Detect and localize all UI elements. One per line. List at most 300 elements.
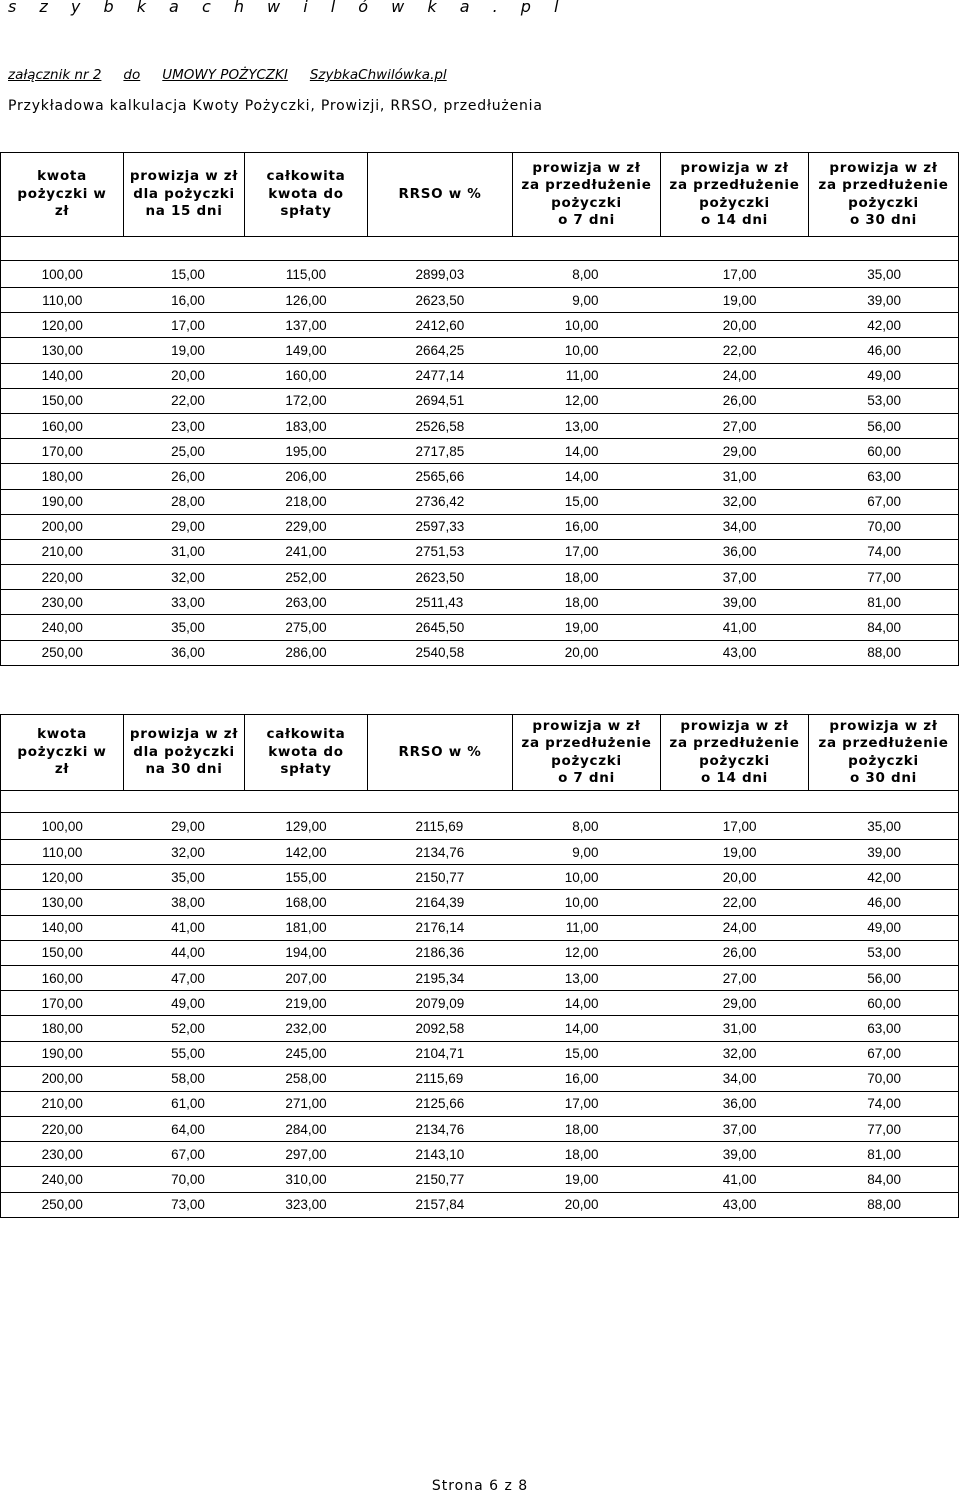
table-cell: 2150,77 — [368, 1167, 513, 1192]
table-cell: 13,00 — [513, 965, 661, 990]
table-cell: 194,00 — [245, 940, 368, 965]
table-cell: 140,00 — [1, 363, 124, 388]
table-cell: 41,00 — [661, 1167, 809, 1192]
table-cell: 36,00 — [124, 640, 245, 665]
table-cell: 2623,50 — [368, 565, 513, 590]
table-cell: 240,00 — [1, 1167, 124, 1192]
column-header-line: o 7 dni — [558, 770, 615, 786]
table-cell: 18,00 — [513, 1117, 661, 1142]
table-cell: 35,00 — [809, 813, 959, 840]
table-cell: 2150,77 — [368, 865, 513, 890]
table-cell: 43,00 — [661, 640, 809, 665]
table-cell: 74,00 — [809, 1091, 959, 1116]
table-cell: 20,00 — [513, 1192, 661, 1217]
column-header-line: o 7 dni — [558, 212, 615, 228]
table-cell: 8,00 — [513, 261, 661, 288]
table-cell: 35,00 — [809, 261, 959, 288]
table-cell: 2664,25 — [368, 338, 513, 363]
table-cell: 150,00 — [1, 388, 124, 413]
table-cell: 150,00 — [1, 940, 124, 965]
table-cell: 12,00 — [513, 388, 661, 413]
table-cell: 19,00 — [661, 288, 809, 313]
table-cell: 38,00 — [124, 890, 245, 915]
column-header-line: za przedłużenie — [669, 735, 800, 751]
table-cell: 2134,76 — [368, 840, 513, 865]
table-cell: 172,00 — [245, 388, 368, 413]
table-row — [1, 840, 959, 865]
table-cell: 61,00 — [124, 1091, 245, 1116]
table-cell: 2186,36 — [368, 940, 513, 965]
table-cell: 36,00 — [661, 1091, 809, 1116]
column-header — [661, 153, 809, 237]
table-row — [1, 439, 959, 464]
table-cell: 2477,14 — [368, 363, 513, 388]
table-cell: 9,00 — [513, 840, 661, 865]
table-cell: 2143,10 — [368, 1142, 513, 1167]
table-cell: 140,00 — [1, 915, 124, 940]
table-cell: 34,00 — [661, 1066, 809, 1091]
table-cell: 245,00 — [245, 1041, 368, 1066]
table-cell: 2645,50 — [368, 615, 513, 640]
table-cell: 46,00 — [809, 338, 959, 363]
table-cell: 67,00 — [124, 1142, 245, 1167]
column-header-line: prowizja w zł — [129, 726, 239, 743]
column-header-line: kwota do — [268, 185, 344, 202]
table-cell: 35,00 — [124, 865, 245, 890]
column-header — [809, 715, 959, 791]
column-header — [513, 153, 661, 237]
attachment-part: SzybkaChwilówka.pl — [309, 67, 447, 83]
table-cell: 23,00 — [124, 413, 245, 438]
column-header — [368, 153, 513, 237]
table-cell: 2195,34 — [368, 965, 513, 990]
table-row — [1, 565, 959, 590]
table-cell: 81,00 — [809, 1142, 959, 1167]
table-cell: 120,00 — [1, 313, 124, 338]
table-cell: 14,00 — [513, 439, 661, 464]
column-header-line: RRSO w % — [398, 185, 482, 202]
table-cell: 206,00 — [245, 464, 368, 489]
table-cell: 42,00 — [809, 865, 959, 890]
table-cell: 160,00 — [1, 413, 124, 438]
table-cell: 2694,51 — [368, 388, 513, 413]
table-cell: 14,00 — [513, 464, 661, 489]
table-cell: 2125,66 — [368, 1091, 513, 1116]
table-cell: 230,00 — [1, 1142, 124, 1167]
table-cell: 19,00 — [124, 338, 245, 363]
table-cell: 13,00 — [513, 413, 661, 438]
calc-table-30-days — [0, 714, 959, 1218]
column-header-line: RRSO w % — [398, 743, 482, 760]
table-cell: 39,00 — [661, 1142, 809, 1167]
table-cell: 2526,58 — [368, 413, 513, 438]
table-cell: 252,00 — [245, 565, 368, 590]
table-cell: 31,00 — [661, 464, 809, 489]
column-header-line: prowizja w zł — [532, 159, 641, 176]
table-cell: 39,00 — [809, 840, 959, 865]
table-cell: 77,00 — [809, 1117, 959, 1142]
table-cell: 14,00 — [513, 991, 661, 1016]
table-cell: 2115,69 — [368, 813, 513, 840]
table-cell: 74,00 — [809, 539, 959, 564]
table-cell: 63,00 — [809, 1016, 959, 1041]
table-cell: 2176,14 — [368, 915, 513, 940]
table-cell: 32,00 — [124, 565, 245, 590]
table-cell: 2092,58 — [368, 1016, 513, 1041]
table-cell: 160,00 — [1, 965, 124, 990]
table-cell: 47,00 — [124, 965, 245, 990]
column-header-line: za przedłużenie — [521, 735, 652, 751]
table-cell: 26,00 — [124, 464, 245, 489]
table-cell: 2899,03 — [368, 261, 513, 288]
table-cell: 8,00 — [513, 813, 661, 840]
table-cell: 17,00 — [513, 539, 661, 564]
table-cell: 27,00 — [661, 413, 809, 438]
table-cell: 58,00 — [124, 1066, 245, 1091]
column-header-line: zł — [54, 203, 70, 220]
column-header-line: zł — [54, 761, 70, 778]
header-row — [1, 153, 959, 237]
table-cell: 16,00 — [513, 1066, 661, 1091]
table-cell: 142,00 — [245, 840, 368, 865]
table-cell: 56,00 — [809, 965, 959, 990]
table-cell: 49,00 — [809, 363, 959, 388]
table-cell: 2597,33 — [368, 514, 513, 539]
column-header — [245, 153, 368, 237]
table-cell: 18,00 — [513, 590, 661, 615]
table-cell: 20,00 — [124, 363, 245, 388]
table-cell: 64,00 — [124, 1117, 245, 1142]
table-cell: 20,00 — [513, 640, 661, 665]
table-cell: 12,00 — [513, 940, 661, 965]
table-row — [1, 991, 959, 1016]
table-gap — [1, 237, 959, 261]
table-cell: 2412,60 — [368, 313, 513, 338]
table-row — [1, 1167, 959, 1192]
table-cell: 16,00 — [513, 514, 661, 539]
column-header-line: dla pożyczki — [133, 185, 235, 202]
table-cell: 180,00 — [1, 464, 124, 489]
column-header-line: pożyczki — [551, 752, 622, 769]
table-cell: 17,00 — [513, 1091, 661, 1116]
table-cell: 60,00 — [809, 439, 959, 464]
column-header-line: na 30 dni — [145, 761, 223, 778]
table-cell: 200,00 — [1, 514, 124, 539]
table-cell: 120,00 — [1, 865, 124, 890]
table-cell: 2717,85 — [368, 439, 513, 464]
table-cell: 100,00 — [1, 813, 124, 840]
table-cell: 20,00 — [661, 865, 809, 890]
column-header — [1, 153, 124, 237]
table-cell: 29,00 — [124, 514, 245, 539]
table-cell: 168,00 — [245, 890, 368, 915]
attachment-line — [8, 67, 447, 83]
table-cell: 16,00 — [124, 288, 245, 313]
table-cell: 250,00 — [1, 1192, 124, 1217]
attachment-part: UMOWY POŻYCZKI — [162, 67, 288, 83]
table-cell: 275,00 — [245, 615, 368, 640]
table-cell: 232,00 — [245, 1016, 368, 1041]
table-cell: 170,00 — [1, 991, 124, 1016]
table-cell: 218,00 — [245, 489, 368, 514]
table-cell: 323,00 — [245, 1192, 368, 1217]
column-header — [245, 715, 368, 791]
table-cell: 39,00 — [661, 590, 809, 615]
table-cell: 60,00 — [809, 991, 959, 1016]
column-header-line: pożyczki — [848, 752, 919, 769]
column-header-line: za przedłużenie — [818, 735, 949, 751]
table-cell: 241,00 — [245, 539, 368, 564]
table-cell: 41,00 — [124, 915, 245, 940]
table-row — [1, 1041, 959, 1066]
table-cell: 2623,50 — [368, 288, 513, 313]
table-cell: 39,00 — [809, 288, 959, 313]
table-cell: 84,00 — [809, 1167, 959, 1192]
column-header-line: kwota — [37, 168, 87, 185]
table-cell: 155,00 — [245, 865, 368, 890]
spacer-row — [1, 791, 959, 813]
table-row — [1, 615, 959, 640]
table-row — [1, 1066, 959, 1091]
table-cell: 53,00 — [809, 940, 959, 965]
column-header-line: prowizja w zł — [532, 717, 641, 734]
table-cell: 137,00 — [245, 313, 368, 338]
column-header-line: pożyczki — [551, 194, 622, 211]
table-cell: 35,00 — [124, 615, 245, 640]
column-header-line: pożyczki — [699, 194, 770, 211]
table-cell: 2157,84 — [368, 1192, 513, 1217]
table-cell: 160,00 — [245, 363, 368, 388]
table-cell: 2736,42 — [368, 489, 513, 514]
column-header-line: prowizja w zł — [829, 717, 938, 734]
table-cell: 19,00 — [513, 1167, 661, 1192]
table-row — [1, 464, 959, 489]
column-header-line: prowizja w zł — [680, 159, 789, 176]
table-cell: 43,00 — [661, 1192, 809, 1217]
table-row — [1, 1192, 959, 1217]
table-cell: 81,00 — [809, 590, 959, 615]
table-row — [1, 1117, 959, 1142]
table-cell: 88,00 — [809, 1192, 959, 1217]
table-cell: 195,00 — [245, 439, 368, 464]
table-cell: 63,00 — [809, 464, 959, 489]
column-header-line: o 30 dni — [850, 212, 917, 228]
table-cell: 263,00 — [245, 590, 368, 615]
table-cell: 219,00 — [245, 991, 368, 1016]
table-cell: 29,00 — [661, 991, 809, 1016]
table-cell: 18,00 — [513, 1142, 661, 1167]
table-cell: 2079,09 — [368, 991, 513, 1016]
table-cell: 14,00 — [513, 1016, 661, 1041]
table-row — [1, 288, 959, 313]
table-cell: 110,00 — [1, 840, 124, 865]
table-row — [1, 261, 959, 288]
table-cell: 70,00 — [809, 514, 959, 539]
table-cell: 10,00 — [513, 865, 661, 890]
table-cell: 55,00 — [124, 1041, 245, 1066]
table-row — [1, 338, 959, 363]
table-cell: 49,00 — [124, 991, 245, 1016]
table-row — [1, 313, 959, 338]
column-header-line: kwota — [37, 726, 87, 743]
table-row — [1, 965, 959, 990]
table-cell: 229,00 — [245, 514, 368, 539]
table-cell: 70,00 — [124, 1167, 245, 1192]
table-gap — [1, 791, 959, 813]
table-cell: 10,00 — [513, 338, 661, 363]
table-cell: 26,00 — [661, 388, 809, 413]
table-cell: 84,00 — [809, 615, 959, 640]
table-row — [1, 590, 959, 615]
column-header — [124, 715, 245, 791]
table-row — [1, 363, 959, 388]
table-cell: 25,00 — [124, 439, 245, 464]
column-header-line: prowizja w zł — [680, 717, 789, 734]
table-cell: 17,00 — [661, 813, 809, 840]
table-cell: 34,00 — [661, 514, 809, 539]
table-cell: 170,00 — [1, 439, 124, 464]
column-header-line: o 14 dni — [701, 770, 768, 786]
column-header-line: pożyczki w — [17, 743, 107, 760]
table-cell: 17,00 — [661, 261, 809, 288]
table-cell: 73,00 — [124, 1192, 245, 1217]
table-cell: 210,00 — [1, 1091, 124, 1116]
table-cell: 181,00 — [245, 915, 368, 940]
table-cell: 33,00 — [124, 590, 245, 615]
attachment-part: załącznik nr 2 — [8, 67, 102, 83]
table-cell: 10,00 — [513, 890, 661, 915]
column-header-line: całkowita — [266, 168, 346, 185]
table-row — [1, 539, 959, 564]
table-cell: 15,00 — [124, 261, 245, 288]
table-row — [1, 489, 959, 514]
column-header-line: prowizja w zł — [829, 159, 938, 176]
table-cell: 2565,66 — [368, 464, 513, 489]
table-cell: 46,00 — [809, 890, 959, 915]
table-cell: 10,00 — [513, 313, 661, 338]
table-cell: 258,00 — [245, 1066, 368, 1091]
table-cell: 207,00 — [245, 965, 368, 990]
table-cell: 230,00 — [1, 590, 124, 615]
column-header-line: o 30 dni — [850, 770, 917, 786]
table-row — [1, 388, 959, 413]
table-cell: 15,00 — [513, 1041, 661, 1066]
table-cell: 67,00 — [809, 1041, 959, 1066]
column-header — [124, 153, 245, 237]
table-cell: 32,00 — [661, 1041, 809, 1066]
table-cell: 210,00 — [1, 539, 124, 564]
table-cell: 110,00 — [1, 288, 124, 313]
table-row — [1, 813, 959, 840]
table-cell: 28,00 — [124, 489, 245, 514]
table-cell: 20,00 — [661, 313, 809, 338]
column-header-line: pożyczki w — [17, 185, 107, 202]
table-cell: 286,00 — [245, 640, 368, 665]
table-row — [1, 1091, 959, 1116]
column-header — [513, 715, 661, 791]
table-cell: 310,00 — [245, 1167, 368, 1192]
table-body — [1, 813, 959, 1218]
table-cell: 2104,71 — [368, 1041, 513, 1066]
table-cell: 240,00 — [1, 615, 124, 640]
table-cell: 32,00 — [661, 489, 809, 514]
table-cell: 130,00 — [1, 338, 124, 363]
table-cell: 271,00 — [245, 1091, 368, 1116]
table-cell: 19,00 — [513, 615, 661, 640]
table-cell: 200,00 — [1, 1066, 124, 1091]
table-cell: 56,00 — [809, 413, 959, 438]
table-cell: 130,00 — [1, 890, 124, 915]
table-cell: 284,00 — [245, 1117, 368, 1142]
table-cell: 190,00 — [1, 1041, 124, 1066]
table-cell: 22,00 — [124, 388, 245, 413]
calc-table-15-days — [0, 152, 959, 666]
table-cell: 2540,58 — [368, 640, 513, 665]
table-row — [1, 890, 959, 915]
table-cell: 250,00 — [1, 640, 124, 665]
table-cell: 100,00 — [1, 261, 124, 288]
table-cell: 31,00 — [661, 1016, 809, 1041]
table-cell: 32,00 — [124, 840, 245, 865]
table-cell: 77,00 — [809, 565, 959, 590]
table-cell: 220,00 — [1, 1117, 124, 1142]
table-cell: 31,00 — [124, 539, 245, 564]
column-header-line: spłaty — [280, 761, 332, 778]
table-cell: 70,00 — [809, 1066, 959, 1091]
page-number: Strona 6 z 8 — [431, 1478, 529, 1494]
table-cell: 183,00 — [245, 413, 368, 438]
table-cell: 126,00 — [245, 288, 368, 313]
column-header — [809, 153, 959, 237]
table-cell: 17,00 — [124, 313, 245, 338]
table-cell: 27,00 — [661, 965, 809, 990]
table-cell: 2511,43 — [368, 590, 513, 615]
table-cell: 37,00 — [661, 565, 809, 590]
column-header-line: prowizja w zł — [129, 168, 239, 185]
table-body — [1, 261, 959, 666]
column-header-line: pożyczki — [699, 752, 770, 769]
table-cell: 18,00 — [513, 565, 661, 590]
column-header — [368, 715, 513, 791]
table-cell: 2164,39 — [368, 890, 513, 915]
table-cell: 22,00 — [661, 338, 809, 363]
table-cell: 129,00 — [245, 813, 368, 840]
table-cell: 88,00 — [809, 640, 959, 665]
column-header-line: o 14 dni — [701, 212, 768, 228]
table-cell: 37,00 — [661, 1117, 809, 1142]
attachment-part: do — [123, 67, 141, 83]
column-header-line: spłaty — [280, 203, 332, 220]
table-row — [1, 640, 959, 665]
table-cell: 190,00 — [1, 489, 124, 514]
column-header-line: dla pożyczki — [133, 743, 235, 760]
column-header-line: za przedłużenie — [818, 177, 949, 193]
table-cell: 29,00 — [124, 813, 245, 840]
table-cell: 9,00 — [513, 288, 661, 313]
table-cell: 2134,76 — [368, 1117, 513, 1142]
header-row — [1, 715, 959, 791]
table-cell: 11,00 — [513, 915, 661, 940]
table-cell: 44,00 — [124, 940, 245, 965]
table-head — [1, 715, 959, 791]
table-cell: 22,00 — [661, 890, 809, 915]
table-cell: 29,00 — [661, 439, 809, 464]
table-head — [1, 153, 959, 237]
table-row — [1, 1016, 959, 1041]
table-cell: 19,00 — [661, 840, 809, 865]
table-row — [1, 413, 959, 438]
table-cell: 49,00 — [809, 915, 959, 940]
